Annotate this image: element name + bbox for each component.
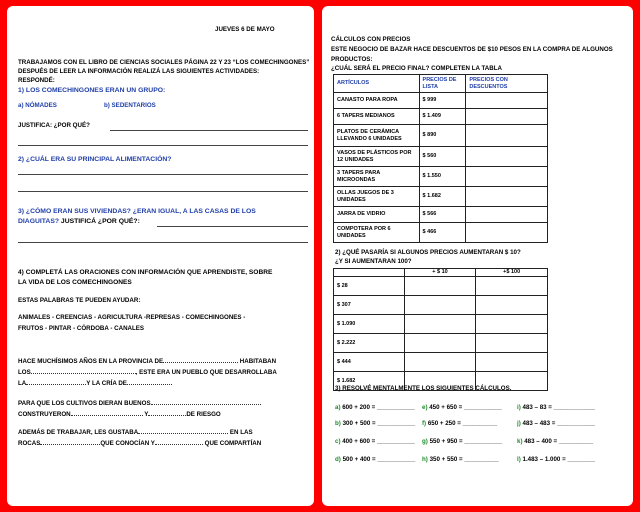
question-1: 1) LOS COMECHINGONES ERAN UN GRUPO: <box>18 87 166 94</box>
column-header: ARTÍCULOS <box>334 75 420 93</box>
calc-h <box>422 456 499 463</box>
list-price: $ 890 <box>419 125 466 147</box>
price-increase-table <box>333 268 548 391</box>
table-row <box>334 296 548 315</box>
paragraph-3-line-2 <box>18 441 261 447</box>
table-header-row <box>334 269 548 277</box>
calc-j <box>517 420 595 427</box>
right-worksheet-page <box>322 6 633 506</box>
intro-line-2: DESPUÉS DE LEER LA INFORMACIÓN REALIZÁ LAS SIGUIENTES ACTIVIDADES: <box>18 68 260 75</box>
table-row <box>334 353 548 372</box>
blank-field[interactable] <box>26 384 86 385</box>
answer-line[interactable] <box>157 226 308 227</box>
calc-letter: d) <box>335 456 341 463</box>
discount-price-cell[interactable] <box>466 167 548 187</box>
calc-letter: h) <box>422 456 428 463</box>
list-price: $ 466 <box>419 223 466 243</box>
calc-a <box>335 404 415 411</box>
calc-c <box>335 438 415 445</box>
sentence-text: QUE CONOCÍAN Y <box>100 440 155 447</box>
discount-price-cell[interactable] <box>466 93 548 109</box>
calc-letter: f) <box>422 420 427 427</box>
answer-line[interactable] <box>18 242 308 243</box>
paragraph-1-line-3 <box>18 381 172 387</box>
sentence-text: LOS <box>18 369 31 376</box>
discount-price-cell[interactable] <box>466 187 548 207</box>
blank-field[interactable] <box>31 373 136 374</box>
calc-g <box>422 438 502 445</box>
base-price: $ 1.090 <box>334 315 405 334</box>
column-header: PRECIOS DE LISTA <box>419 75 466 93</box>
table-row <box>334 334 548 353</box>
list-price: $ 1.550 <box>419 167 466 187</box>
calc-letter: l) <box>517 456 521 463</box>
sentence-text: , ESTE ERA UN PUEBLO QUE DESARROLLABA <box>135 369 277 376</box>
calc-expression[interactable]: 450 + 650 = ___________ <box>427 404 502 411</box>
question-3: 3) RESOLVÉ MENTALMENTE LOS SIGUIENTES CÁLCULOS. <box>335 385 512 392</box>
question-3-line-1: 3) ¿CÓMO ERAN SUS VIVIENDAS? ¿ERAN IGUAL, A LAS CASAS DE LOS <box>18 208 256 215</box>
list-price: $ 999 <box>419 93 466 109</box>
question-2-line-1: 2) ¿QUÉ PASARÍA SI ALGUNOS PRECIOS AUMENTARAN $ 10? <box>335 249 521 256</box>
column-header: +$ 100 <box>476 269 548 277</box>
left-worksheet-page <box>7 6 314 506</box>
sentence-text: ADEMÁS DE TRABAJAR, LES GUSTABA <box>18 429 139 436</box>
question-3-line-2 <box>18 219 140 226</box>
calc-expression[interactable]: 1.483 – 1.000 = ________ <box>520 456 595 463</box>
calc-letter: e) <box>422 404 428 411</box>
calc-l <box>517 456 595 463</box>
calc-i <box>517 404 595 411</box>
diaguitas-text: DIAGUITAS? <box>18 218 60 225</box>
intro-line-3: RESPONDÉ: <box>18 77 55 84</box>
table-row <box>334 187 548 207</box>
table-row <box>334 207 548 223</box>
calc-expression[interactable]: 483 – 400 = __________ <box>522 438 594 445</box>
sentence-text: HACE MUCHÍSIMOS AÑOS EN LA PROVINCIA DE <box>18 358 164 365</box>
item-name: COMPOTERA POR 6 UNIDADES <box>334 223 420 243</box>
list-price: $ 560 <box>419 147 466 167</box>
discount-price-cell[interactable] <box>466 223 548 243</box>
blank-field[interactable] <box>151 404 261 405</box>
base-price: $ 28 <box>334 277 405 296</box>
calc-letter: k) <box>517 438 523 445</box>
paragraph-2-line-1 <box>18 401 261 407</box>
list-price: $ 1.682 <box>419 187 466 207</box>
plus-100-cell[interactable] <box>476 334 548 353</box>
blank-field[interactable] <box>148 415 186 416</box>
calc-b <box>335 420 415 427</box>
calc-d <box>335 456 415 463</box>
discount-price-cell[interactable] <box>466 207 548 223</box>
question-1: ¿CUÁL SERÁ EL PRECIO FINAL? COMPLETEN LA TABLA <box>331 65 502 72</box>
calc-letter: j) <box>517 420 521 427</box>
calc-k <box>517 438 593 445</box>
justify-text: JUSTIFICÁ ¿POR QUÉ?: <box>59 218 140 225</box>
item-name: JARRA DE VIDRIO <box>334 207 420 223</box>
answer-line[interactable] <box>18 191 308 192</box>
blank-field[interactable] <box>71 415 143 416</box>
answer-line[interactable] <box>110 130 308 131</box>
calc-expression[interactable]: 350 + 550 = __________ <box>427 456 499 463</box>
list-price: $ 566 <box>419 207 466 223</box>
intro-line-2: PRODUCTOS: <box>331 56 373 63</box>
sentence-text: DE RIESGO <box>186 411 221 418</box>
question-4-line-1: 4) COMPLETÁ LAS ORACIONES CON INFORMACIÓN QUE APRENDISTE, SOBRE <box>18 269 273 276</box>
sentence-text: CONSTRUYERON <box>18 411 71 418</box>
plus-100-cell[interactable] <box>476 315 548 334</box>
calc-expression[interactable]: 600 + 200 = ___________ <box>340 404 415 411</box>
plus-10-cell[interactable] <box>404 353 476 372</box>
plus-100-cell[interactable] <box>476 296 548 315</box>
calc-e <box>422 404 502 411</box>
item-name: OLLAS JUEGOS DE 3 UNIDADES <box>334 187 420 207</box>
blank-field[interactable] <box>138 433 228 434</box>
answer-line[interactable] <box>18 145 308 146</box>
option-sedentarios: b) SEDENTARIOS <box>104 102 156 109</box>
column-header: PRECIOS CON DESCUENTOS <box>466 75 548 93</box>
table-row <box>334 167 548 187</box>
calc-expression[interactable]: 483 – 483 = ___________ <box>520 420 595 427</box>
sentence-text: LA <box>18 380 27 387</box>
plus-10-cell[interactable] <box>404 277 476 296</box>
word-bank-title: ESTAS PALABRAS TE PUEDEN AYUDAR: <box>18 297 141 304</box>
sentence-text: Y LA CRÍA DE <box>86 380 127 387</box>
calc-expression[interactable]: 483 – 83 = ____________ <box>520 404 595 411</box>
page-title: CÁLCULOS CON PRECIOS <box>331 36 411 43</box>
word-bank-line-2: FRUTOS - PINTAR - CÓRDOBA - CANALES <box>18 325 145 332</box>
item-name: CANASTO PARA ROPA <box>334 93 420 109</box>
word-bank-line-1: ANIMALES - CREENCIAS - AGRICULTURA -REPRESAS - COMECHINGONES - <box>18 314 246 321</box>
intro-line-1: ESTE NEGOCIO DE BAZAR HACE DESCUENTOS DE $10 PESOS EN LA COMPRA DE ALGUNOS <box>331 46 613 53</box>
question-2: 2) ¿CUÁL ERA SU PRINCIPAL ALIMENTACIÓN? <box>18 156 172 163</box>
paragraph-3-line-1 <box>18 430 253 436</box>
calc-letter: g) <box>422 438 428 445</box>
table-row <box>334 315 548 334</box>
column-header: + $ 10 <box>404 269 476 277</box>
item-name: VASOS DE PLÁSTICOS POR 12 UNIDADES <box>334 147 420 167</box>
item-name: 3 TAPERS PARA MICROONDAS <box>334 167 420 187</box>
plus-10-cell[interactable] <box>404 296 476 315</box>
discount-price-cell[interactable] <box>466 109 548 125</box>
discount-price-cell[interactable] <box>466 125 548 147</box>
calc-expression[interactable]: 550 + 950 = ___________ <box>427 438 503 445</box>
sentence-text: ROCAS <box>18 440 41 447</box>
table-row <box>334 223 548 243</box>
question-2-line-2: ¿Y SI AUMENTARAN 100? <box>335 258 412 265</box>
sentence-text: PARA QUE LOS CULTIVOS DIERAN BUENOS <box>18 400 151 407</box>
discount-price-cell[interactable] <box>466 147 548 167</box>
sentence-text: QUE COMPARTÍAN <box>202 440 262 447</box>
justify-label: JUSTIFICA: ¿POR QUÉ? <box>18 122 90 129</box>
calc-expression[interactable]: 650 + 250 = __________ <box>426 420 498 427</box>
table-row <box>334 147 548 167</box>
table-row <box>334 93 548 109</box>
sentence-text: HABITABAN <box>238 358 277 365</box>
column-header <box>334 269 405 277</box>
base-price: $ 307 <box>334 296 405 315</box>
sentence-text: EN LAS <box>228 429 253 436</box>
calc-letter: i) <box>517 404 521 411</box>
question-4-line-2: LA VIDA DE LOS COMECHINGONES <box>18 279 132 286</box>
paragraph-1-line-2 <box>18 370 277 376</box>
list-price: $ 1.409 <box>419 109 466 125</box>
date-heading: JUEVES 6 DE MAYO <box>215 26 275 33</box>
blank-field[interactable] <box>163 362 238 363</box>
blank-field[interactable] <box>40 444 100 445</box>
answer-line[interactable] <box>18 174 308 175</box>
calc-letter: c) <box>335 438 341 445</box>
price-table <box>333 74 548 243</box>
calc-letter: b) <box>335 420 341 427</box>
table-row <box>334 109 548 125</box>
paragraph-1-line-1 <box>18 359 276 365</box>
table-row <box>334 277 548 296</box>
paragraph-2-line-2 <box>18 412 221 418</box>
calc-f <box>422 420 497 427</box>
calc-expression[interactable]: 500 + 400 = ___________ <box>340 456 416 463</box>
table-header-row <box>334 75 548 93</box>
plus-100-cell[interactable] <box>476 353 548 372</box>
plus-100-cell[interactable] <box>476 277 548 296</box>
sentence-text: Y <box>142 411 149 418</box>
plus-10-cell[interactable] <box>404 315 476 334</box>
plus-10-cell[interactable] <box>404 334 476 353</box>
calc-letter: a) <box>335 404 341 411</box>
calc-expression[interactable]: 300 + 500 = ___________ <box>340 420 416 427</box>
blank-field[interactable] <box>127 384 172 385</box>
blank-field[interactable] <box>155 444 203 445</box>
table-row <box>334 125 548 147</box>
item-name: 6 TAPERS MEDIANOS <box>334 109 420 125</box>
base-price: $ 1.682 <box>334 372 405 391</box>
option-nomades: a) NÓMADES <box>18 102 57 109</box>
base-price: $ 2.222 <box>334 334 405 353</box>
item-name: PLATOS DE CERÁMICA LLEVANDO 6 UNIDADES <box>334 125 420 147</box>
base-price: $ 444 <box>334 353 405 372</box>
intro-line-1: TRABAJAMOS CON EL LIBRO DE CIENCIAS SOCIALES PÁGINA 22 Y 23 “LOS COMECHINGONES” <box>18 59 310 66</box>
calc-expression[interactable]: 400 + 600 = ___________ <box>340 438 415 445</box>
